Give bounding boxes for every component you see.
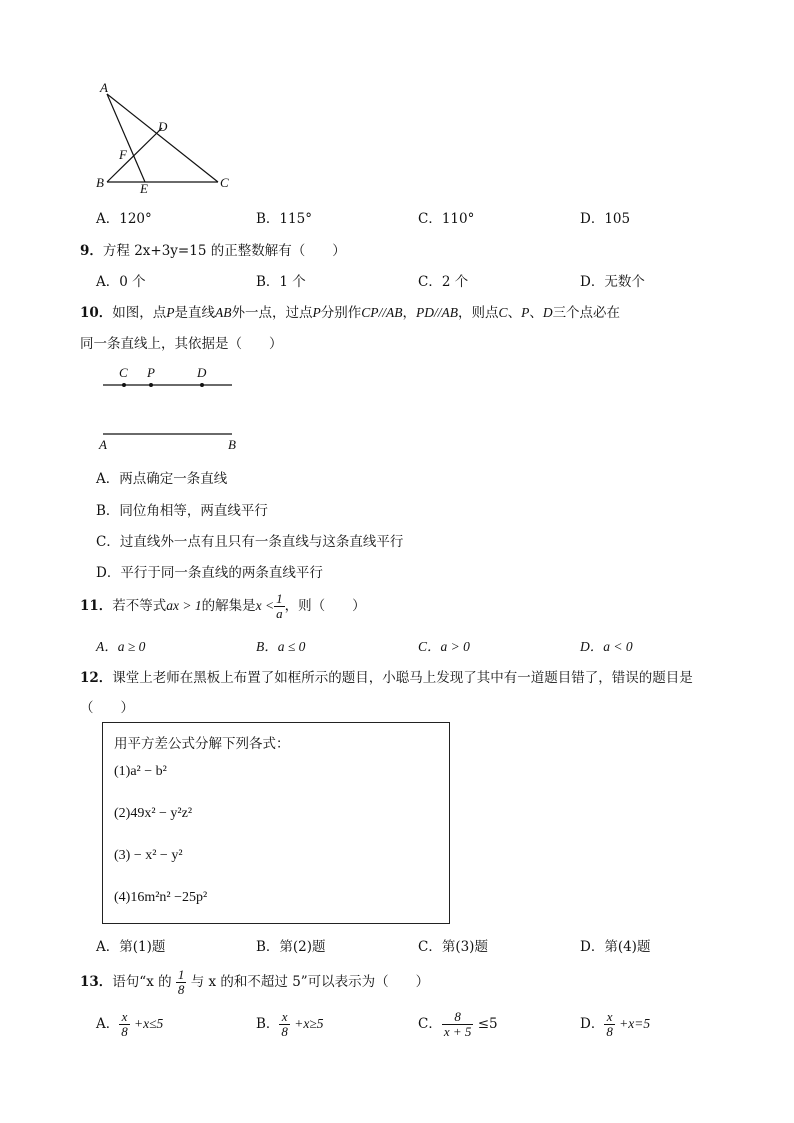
- q10-cp-parallel-ab: CP//AB: [361, 305, 403, 320]
- q10-text: 分别作: [320, 305, 362, 321]
- label-D: D: [158, 119, 168, 134]
- label-C: C: [119, 365, 128, 380]
- q11-option-a: A．a ≥ 0: [96, 639, 146, 654]
- q13-number: 13．: [80, 974, 113, 990]
- q10-option-c: C．过直线外一点有且只有一条直线与这条直线平行: [96, 534, 404, 550]
- fraction-numerator: x: [604, 1010, 615, 1025]
- q10-stem-line1: [80, 301, 620, 321]
- q10-text: ，则点: [458, 305, 499, 321]
- box-item-4: (4)16m²n² −25p²: [114, 890, 208, 905]
- q12-paren: （ ）: [80, 700, 134, 716]
- q9-stem: [80, 239, 346, 259]
- q10-var-d: D: [542, 305, 553, 320]
- box-item-1: (1)a² − b²: [114, 764, 167, 779]
- option-label: C．: [418, 1016, 442, 1032]
- fraction-numerator: x: [279, 1010, 290, 1025]
- fraction-denominator: 8: [281, 1024, 288, 1039]
- box-title: 用平方差公式分解下列各式：: [114, 736, 290, 752]
- fraction-numerator: 1: [276, 591, 283, 606]
- q10-text: 如图，点: [112, 305, 167, 321]
- option-label: D．: [580, 1016, 605, 1032]
- option-fraction: [604, 1010, 615, 1039]
- label-B: B: [228, 437, 236, 452]
- fraction-numerator: 8: [442, 1010, 474, 1025]
- label-A: A: [99, 437, 107, 452]
- option-fraction: [442, 1010, 474, 1039]
- q12-option-d: D．第(4)题: [580, 939, 651, 955]
- fraction-denominator: 8: [177, 982, 185, 997]
- q11-text: 的解集是: [201, 598, 256, 614]
- q11-fraction: [274, 592, 285, 621]
- q10-var-p: P: [166, 305, 175, 320]
- q10-var-p: P: [521, 305, 530, 320]
- q9-text: 方程 2x+3y=15 的正整数解有（ ）: [102, 243, 346, 259]
- q13-option-c: [418, 1010, 498, 1039]
- label-A: A: [100, 80, 108, 95]
- q13-option-d: [580, 1010, 650, 1039]
- q9-option-a: A．0 个: [96, 274, 146, 290]
- box-item-3: (3) − x² − y²: [114, 848, 183, 863]
- q9-option-c: C．2 个: [418, 274, 469, 290]
- q10-stem-line2: 同一条直线上，其依据是（ ）: [80, 336, 283, 352]
- label-P: P: [147, 365, 155, 380]
- q10-var-ab: AB: [215, 305, 232, 320]
- q10-pd-parallel-ab: PD//AB: [416, 305, 459, 320]
- q11-option-c: C．a > 0: [418, 639, 470, 654]
- label-C: C: [220, 175, 229, 190]
- q10-number: 10．: [80, 305, 113, 321]
- q13-option-a: [96, 1010, 163, 1039]
- option-fraction: [119, 1010, 130, 1039]
- q12-option-b: B．第(2)题: [256, 939, 326, 955]
- q8-option-c: C．110°: [418, 211, 475, 227]
- q10-option-b: B．同位角相等，两直线平行: [96, 503, 268, 519]
- q9-option-d: D．无数个: [580, 274, 645, 290]
- q10-text: 、: [529, 305, 543, 321]
- triangle-figure: [90, 80, 240, 200]
- option-tail: +x≥5: [294, 1016, 324, 1031]
- q10-var-c: C: [498, 305, 508, 320]
- q11-option-d: D．a < 0: [580, 639, 633, 654]
- q13-option-b: [256, 1010, 323, 1039]
- option-tail: +x≤5: [134, 1016, 164, 1031]
- q13-fraction: [176, 968, 187, 997]
- q11-inequality: ax > 1: [166, 598, 202, 613]
- q12-option-c: C．第(3)题: [418, 939, 488, 955]
- q10-text: 三个点必在: [552, 305, 621, 321]
- q8-option-a: A．120°: [96, 211, 152, 227]
- q10-var-p: P: [312, 305, 321, 320]
- q11-option-b: B．a ≤ 0: [256, 639, 306, 654]
- q12-number: 12．: [80, 670, 113, 686]
- q13-stem: [80, 968, 429, 997]
- q9-number: 9．: [80, 243, 103, 259]
- q13-text: 与 x 的和不超过 5”可以表示为（ ）: [190, 974, 430, 990]
- q10-option-a: A．两点确定一条直线: [96, 471, 228, 487]
- q13-text: 语句“x 的: [112, 974, 172, 990]
- q12-stem: [80, 666, 693, 686]
- q11-text: ，则（ ）: [284, 598, 366, 614]
- q10-text: 外一点，过点: [231, 305, 313, 321]
- fraction-denominator: 8: [606, 1024, 613, 1039]
- box-item-2: (2)49x² − y²z²: [114, 806, 193, 821]
- q10-text: 是直线: [174, 305, 216, 321]
- q10-text: 、: [507, 305, 522, 321]
- q11-number: 11．: [80, 598, 113, 614]
- q8-option-d: D．105: [580, 211, 631, 227]
- q8-option-b: B．115°: [256, 211, 312, 227]
- q12-option-a: A．第(1)题: [96, 939, 166, 955]
- label-E: E: [140, 181, 148, 196]
- fraction-denominator: x + 5: [443, 1024, 472, 1039]
- fraction-denominator: a: [276, 606, 283, 621]
- q10-option-d: D．平行于同一条直线的两条直线平行: [96, 565, 323, 581]
- fraction-denominator: 8: [121, 1024, 128, 1039]
- option-label: A．: [96, 1016, 120, 1032]
- parallel-lines-figure: [95, 360, 245, 455]
- label-B: B: [96, 175, 104, 190]
- fraction-numerator: x: [119, 1010, 130, 1025]
- label-F: F: [119, 147, 127, 162]
- option-fraction: [279, 1010, 290, 1039]
- option-label: B．: [256, 1016, 280, 1032]
- label-D: D: [197, 365, 207, 380]
- q11-solution: x <: [255, 598, 275, 613]
- fraction-numerator: 1: [177, 967, 185, 982]
- option-tail: +x=5: [619, 1016, 651, 1031]
- q12-text: 课堂上老师在黑板上布置了如框所示的题目，小聪马上发现了其中有一道题目错了，错误的题目是: [112, 670, 693, 686]
- q9-option-b: B．1 个: [256, 274, 306, 290]
- option-tail: ≤5: [477, 1016, 498, 1032]
- q11-text: 若不等式: [112, 598, 167, 614]
- q11-stem: [80, 592, 366, 621]
- q10-text: ，: [402, 305, 417, 321]
